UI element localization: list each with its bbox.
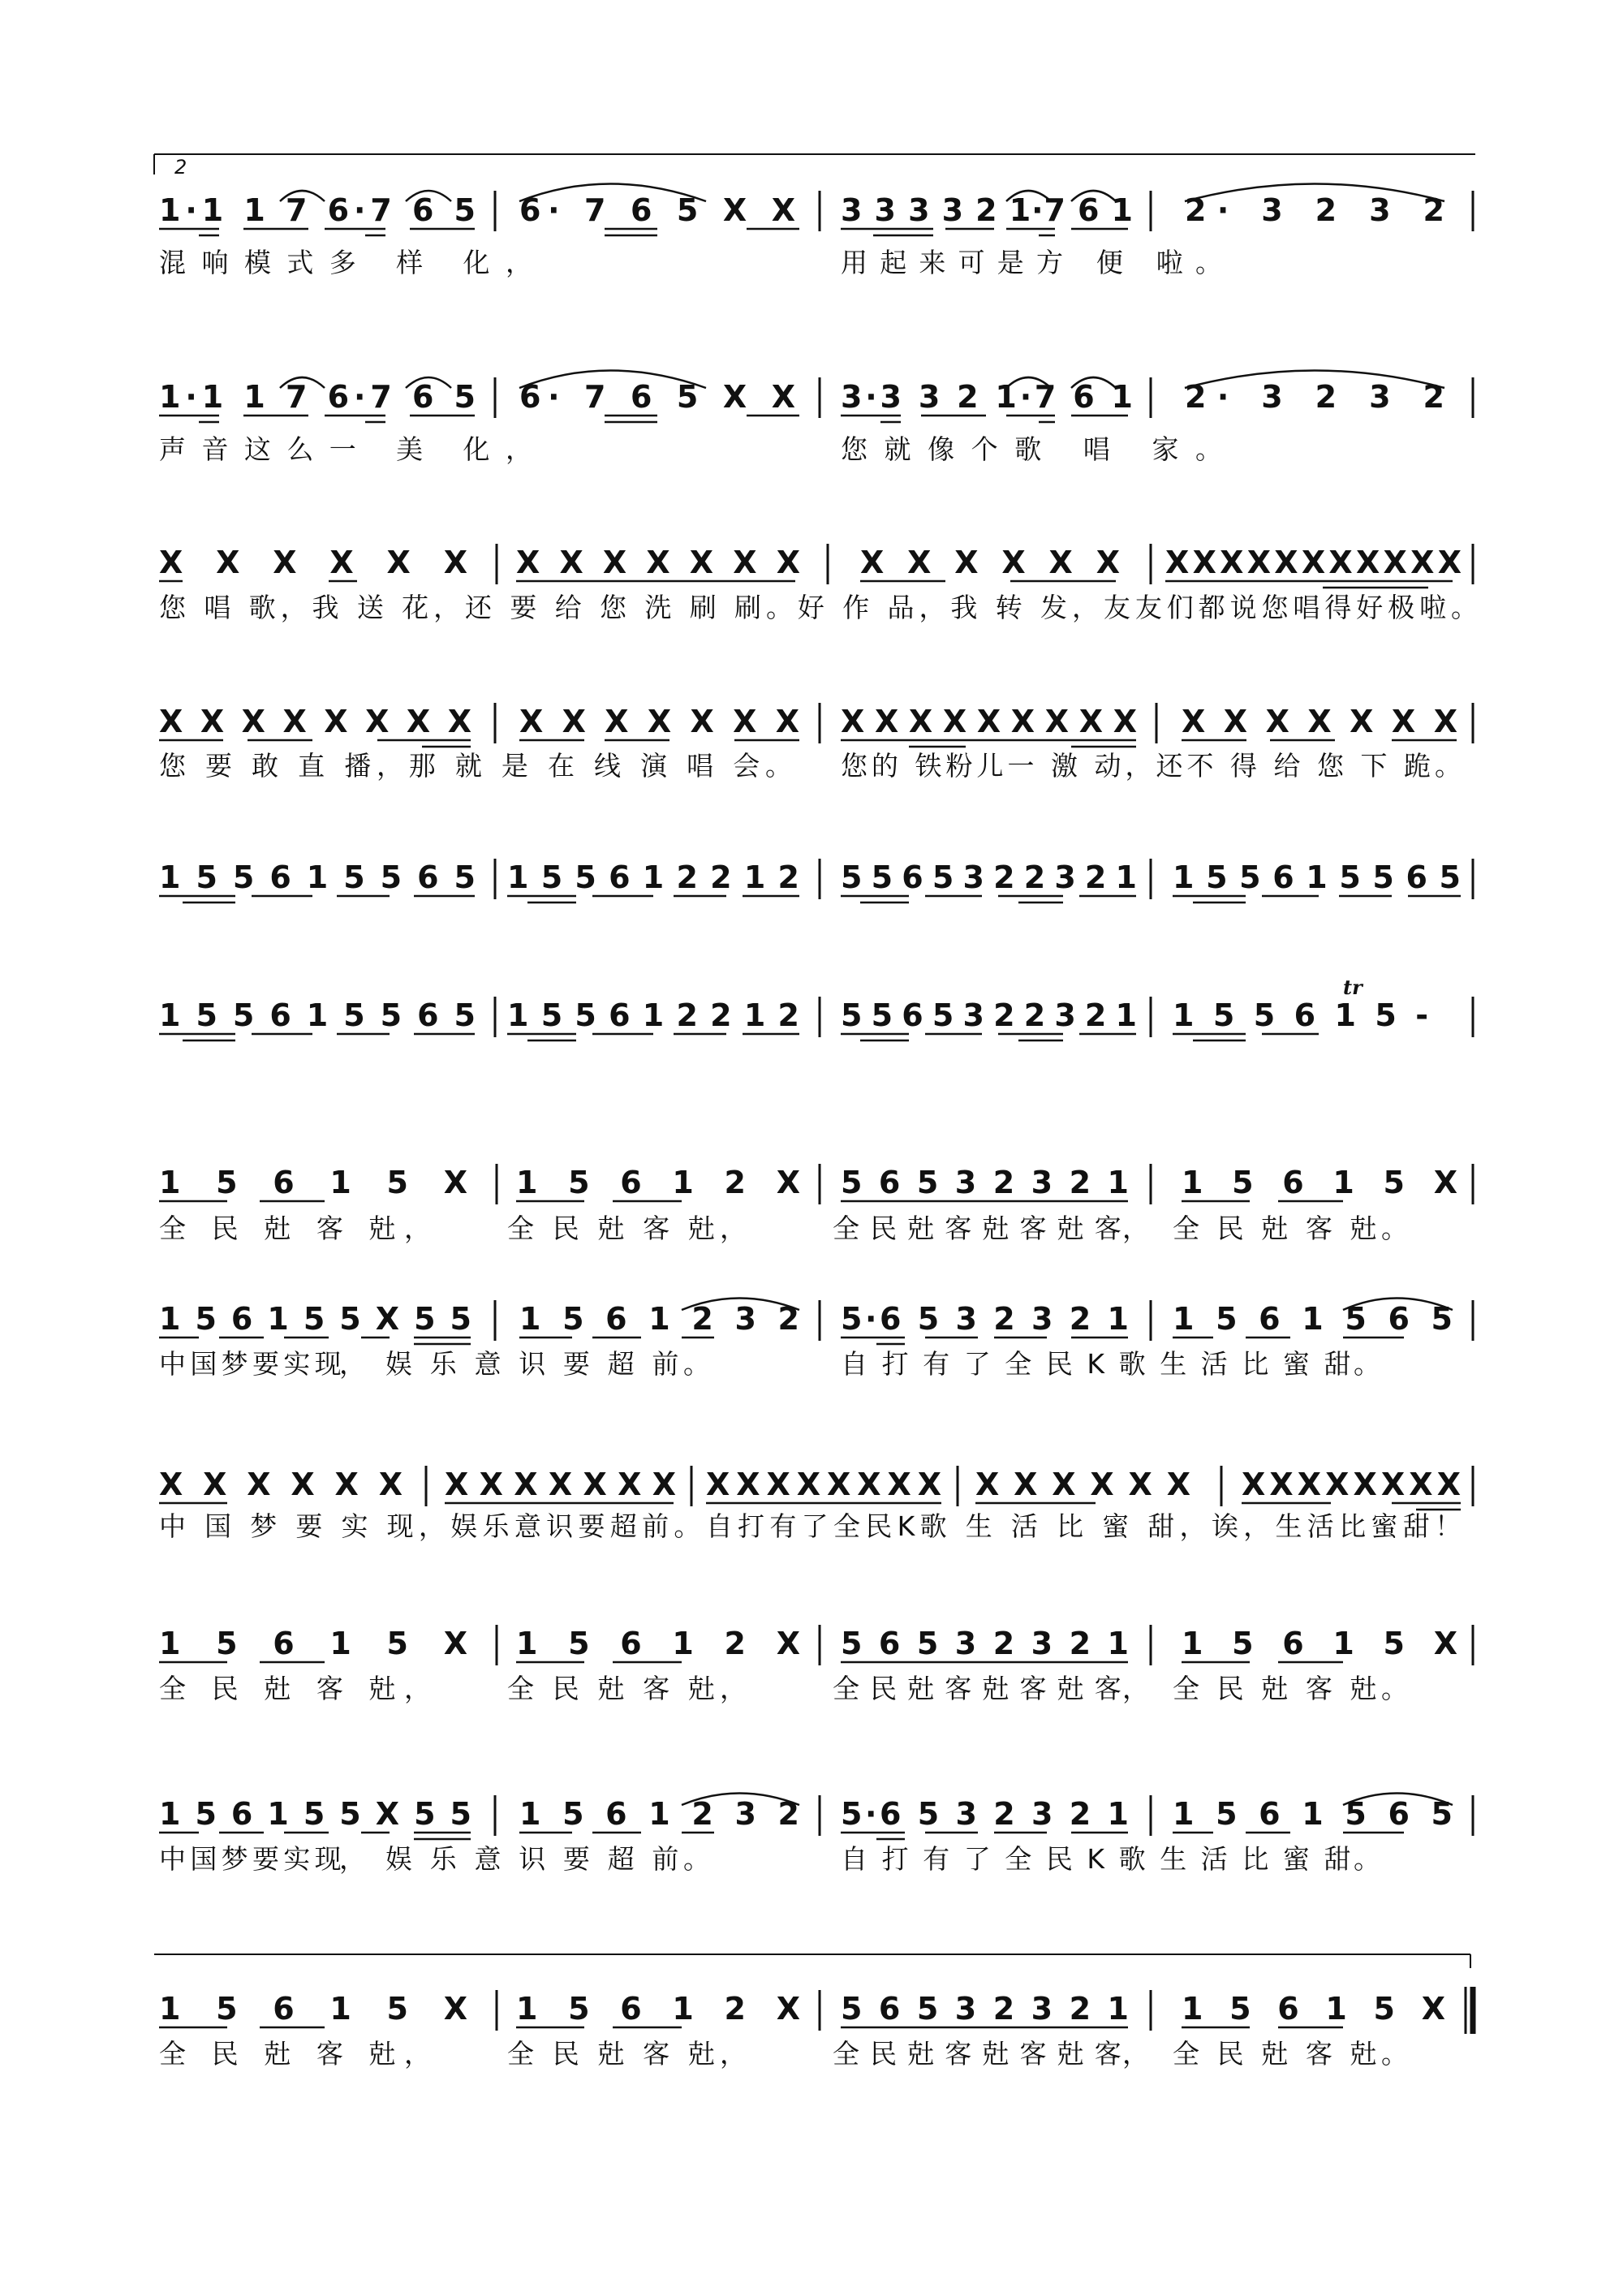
measure: 1 5 5 6 1 5 5 6 5 — [159, 997, 476, 1033]
lyric-line: 娱 乐 意 识 要 超 前。 — [385, 1348, 710, 1380]
underlines — [159, 1034, 1319, 1040]
lyric-line: 您 要 敢 直 播，那 就 是 在 线 演 唱 会。 — [159, 750, 792, 782]
lyric-line: 中 国 梦 要 实 现， — [159, 1843, 366, 1875]
measure: 1·1 1 7 6·7 6 5 — [159, 192, 476, 228]
measure: 1 5 6 1 5 6 5 — [1173, 1796, 1453, 1832]
lyric-line: 声音这么一 美 化， — [159, 433, 532, 465]
measure: 1 5 6 1 2 3 2 — [519, 1301, 799, 1337]
underlines — [159, 229, 1128, 235]
lyric-line: 全 民 兙 客 兙。 — [1173, 1213, 1408, 1244]
top-bracket — [154, 154, 1475, 174]
lyric-line: 全 民 兙 客 兙， — [507, 2038, 747, 2070]
trill-mark: tr — [1343, 976, 1363, 999]
measure: X X X X X X X X — [706, 1467, 941, 1502]
measure: 6· 7 6 5 X X — [519, 192, 795, 228]
lyric-line: 中 国 梦 要 实 现，娱乐意识要超前。自打有了全民K歌 生 活 比 蜜 甜，诶，生活比蜜甜！ — [159, 1510, 1462, 1542]
measure: 2· 3 2 3 2 — [1185, 379, 1444, 415]
lyric-line: 您的 铁粉儿一 激 动，还不 得 给 您 下 跪。 — [841, 750, 1462, 782]
measure: 5 5 6 5 3 2 2 3 2 1 — [841, 859, 1137, 895]
measure: 1 5 6 1 2 X — [516, 1626, 800, 1661]
measure: X X X X X X X X X — [841, 704, 1137, 739]
measure: 1 5 5 6 1 5 5 6 5 — [159, 859, 476, 895]
system-5 — [159, 859, 1473, 902]
lyric-line: 全 民 兙 客 兙 客 兙 客， — [833, 1673, 1149, 1704]
measure: X X X X X X — [159, 1467, 403, 1502]
measure: X X X X X X — [975, 1467, 1190, 1502]
lyric-line: 全 民 兙 客 兙， — [159, 2038, 431, 2070]
measure: 1 5 6 1 5 X — [159, 1991, 467, 2027]
measure: X X X X X X — [159, 545, 467, 580]
lyric-line: 您 唱 歌，我 送 花，还 要 给 您 洗 刷 刷。好 作 品，我 转 发，友友们都说您唱得好极啦。 — [159, 592, 1478, 623]
underlines — [159, 1503, 1461, 1510]
system-8 — [159, 1299, 1473, 1381]
system-2 — [159, 371, 1473, 466]
measure: 1 5 5 6 1 2 2 1 2 — [507, 859, 799, 895]
measure: X X X X X X X X — [1242, 1467, 1461, 1502]
measure: 2· 3 2 3 2 — [1185, 192, 1444, 228]
measure: 3·3 3 2 1·7 6 1 — [841, 379, 1133, 415]
measure: 1 5 5 6 1 2 2 1 2 — [507, 997, 799, 1033]
measure: 1 5 5 6 1 5 - — [1173, 997, 1428, 1033]
measure: X X X X X X — [860, 545, 1120, 580]
lyric-line: 您就像个歌 唱 家。 — [841, 433, 1222, 465]
underlines — [159, 1833, 1404, 1839]
lyric-line: 全 民 兙 客 兙， — [507, 1673, 747, 1704]
measure: X X X X X X X X — [159, 704, 471, 739]
measure: X X X X X X X X X X X — [1165, 545, 1462, 580]
measure: 5·6 5 3 2 3 2 1 — [841, 1796, 1129, 1832]
system-9 — [159, 1466, 1473, 1542]
measure: X X X X X X X — [516, 545, 800, 580]
system-3 — [159, 544, 1478, 623]
lyric-line: 自 打 有 了 全 民 K 歌 生 活 比 蜜 甜。 — [841, 1348, 1380, 1380]
system-7 — [159, 1164, 1473, 1244]
measure: 1 5 6 1 5 X — [1182, 1165, 1457, 1200]
measure: 1 5 6 1 2 3 2 — [519, 1796, 799, 1832]
measure: 5 5 6 5 3 2 2 3 2 1 — [841, 997, 1137, 1033]
measure: 5 6 5 3 2 3 2 1 — [841, 1991, 1129, 2027]
system-1 — [159, 184, 1473, 279]
underlines — [159, 896, 1461, 902]
system-11 — [159, 1794, 1473, 1876]
measure: 1 5 5 6 1 5 5 6 5 — [1173, 859, 1461, 895]
measure: 1·1 1 7 6·7 6 5 — [159, 379, 476, 415]
lyric-line: 全 民 兙 客 兙。 — [1173, 1673, 1408, 1704]
measure: 1 5 6 1 5 X — [1182, 1626, 1457, 1661]
lyric-line: 全 民 兙 客 兙， — [507, 1213, 747, 1244]
underlines — [159, 416, 1128, 422]
system-6 — [159, 976, 1473, 1040]
lyric-line: 全 民 兙 客 兙 客 兙 客， — [833, 1213, 1149, 1244]
measure: 5·6 5 3 2 3 2 1 — [841, 1301, 1129, 1337]
underlines — [159, 581, 1453, 588]
measure: 1 5 6 1 5 5 X 5 5 — [159, 1796, 471, 1832]
measure: X X X X X X X — [519, 704, 799, 739]
lyric-line: 中 国 梦 要 实 现， — [159, 1348, 366, 1380]
lyric-line: 自 打 有 了 全 民 K 歌 生 活 比 蜜 甜。 — [841, 1843, 1380, 1875]
measure: 3 3 3 3 2 1·7 6 1 — [841, 192, 1133, 228]
lyric-line: 混响模式多 样 化， — [159, 247, 532, 278]
measure: 1 5 6 1 5 X — [159, 1165, 467, 1200]
measure: 6· 7 6 5 X X — [519, 379, 795, 415]
underlines — [159, 1338, 1404, 1344]
measure: 1 5 6 1 2 X — [516, 1165, 800, 1200]
measure: X X X X X X X — [445, 1467, 676, 1502]
system-12 — [159, 1987, 1473, 2070]
lyric-line: 全 民 兙 客 兙 客 兙 客， — [833, 2038, 1149, 2070]
measure: 1 5 6 1 2 X — [516, 1991, 800, 2027]
lyric-line: 娱 乐 意 识 要 超 前。 — [385, 1843, 710, 1875]
final-barline — [1466, 1987, 1473, 2034]
final-bracket — [154, 1954, 1470, 1968]
system-10 — [159, 1625, 1473, 1704]
measure: 1 5 6 1 5 X — [1182, 1991, 1445, 2027]
lyric-line: 用起来可是方 便 啦。 — [841, 247, 1222, 278]
underlines — [159, 740, 1457, 747]
measure: X X X X X X X — [1182, 704, 1457, 739]
measure: 1 5 6 1 5 6 5 — [1173, 1301, 1453, 1337]
lyric-line: 全 民 兙 客 兙， — [159, 1213, 431, 1244]
page-number: 2 — [174, 156, 187, 179]
measure: 5 6 5 3 2 3 2 1 — [841, 1626, 1129, 1661]
measure: 1 5 6 1 5 5 X 5 5 — [159, 1301, 471, 1337]
measure: 5 6 5 3 2 3 2 1 — [841, 1165, 1129, 1200]
lyric-line: 全 民 兙 客 兙。 — [1173, 2038, 1408, 2070]
lyric-line: 全 民 兙 客 兙， — [159, 1673, 431, 1704]
system-4 — [159, 703, 1473, 782]
measure: 1 5 6 1 5 X — [159, 1626, 467, 1661]
